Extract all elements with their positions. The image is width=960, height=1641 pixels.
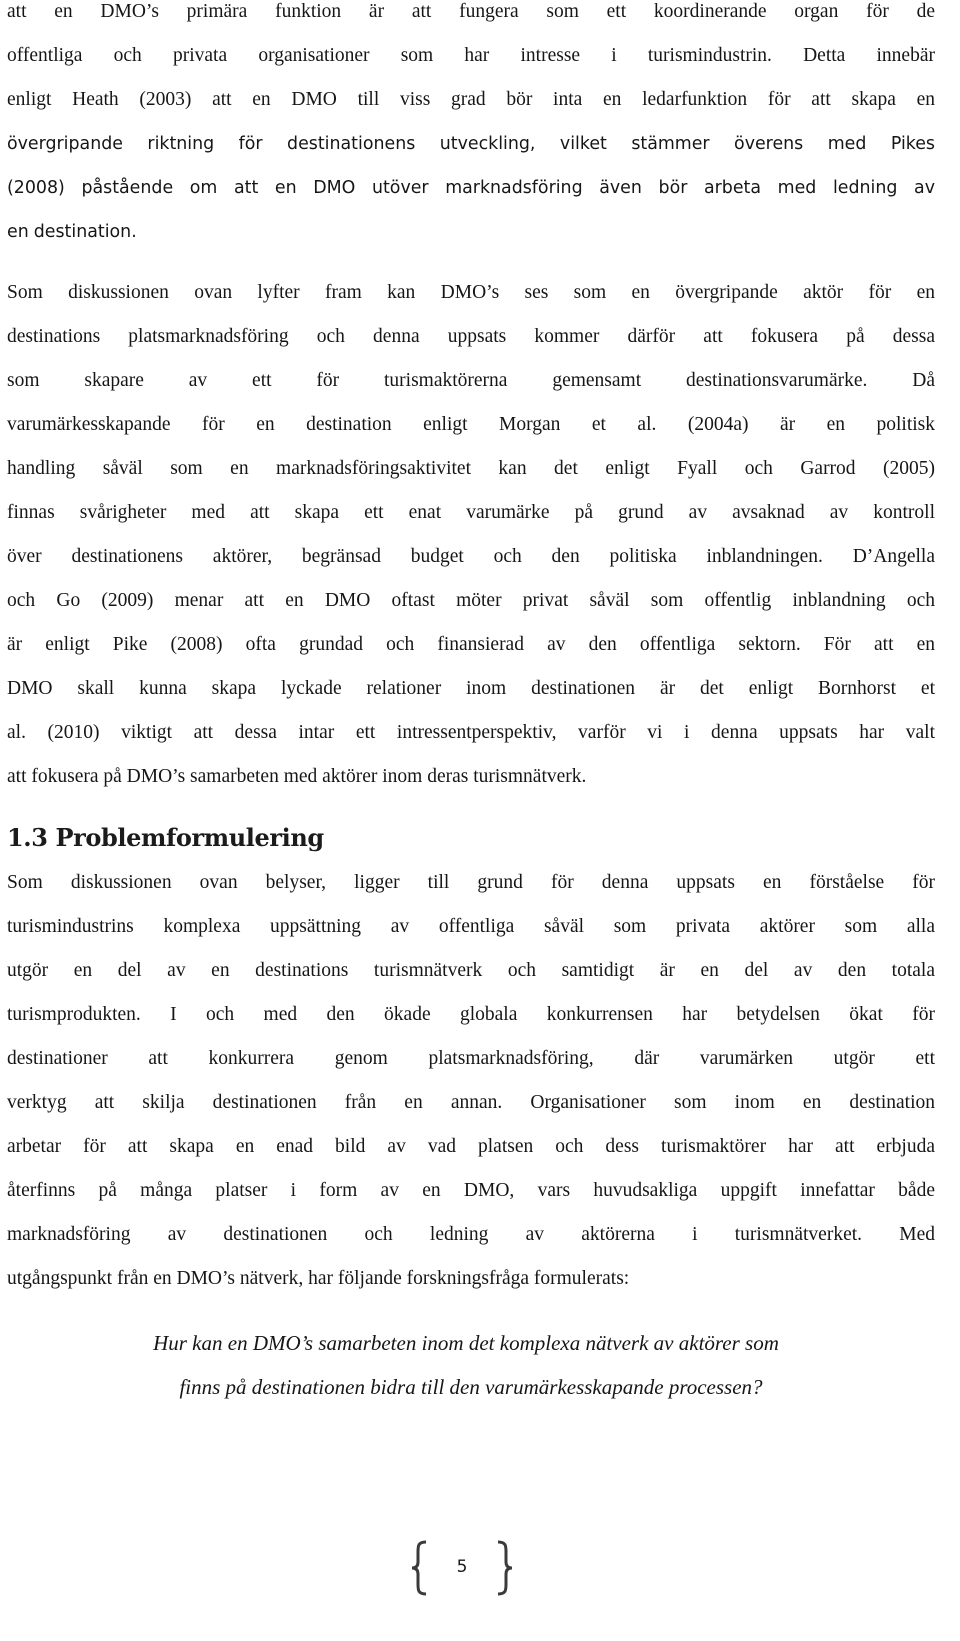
page-footer (412, 1540, 512, 1596)
text-line: som skapare av ett för turismaktörerna gemensamt destinationsvarumärke. Då (7, 370, 935, 391)
research-question-line-1: Hur kan en DMO’s samarbeten inom det komplexa nätverk av aktörer som (153, 1331, 779, 1355)
text-line: verktyg att skilja destinationen från en annan. Organisationer som inom en destination (7, 1092, 935, 1113)
page-number: 5 (456, 1557, 468, 1577)
text-line: (2008) påstående om att en DMO utöver marknadsföring även bör arbeta med ledning av (7, 178, 935, 198)
text-line: marknadsföring av destinationen och ledning av aktörerna i turismnätverket. Med (7, 1224, 935, 1245)
text-line: över destinationens aktörer, begränsad budget och den politiska inblandningen. D’Angella (7, 546, 935, 567)
text-line: turismindustrins komplexa uppsättning av offentliga såväl som privata aktörer som alla (7, 916, 935, 937)
text-line: destinationer att konkurrera genom platsmarknadsföring, där varumärken utgör ett (7, 1048, 935, 1069)
body-paragraph-2 (7, 271, 935, 799)
text-line: enligt Heath (2003) att en DMO till viss grad bör inta en ledarfunktion för att skapa en (7, 89, 935, 110)
text-line: al. (2010) viktigt att dessa intar ett intressentperspektiv, varför vi i denna uppsats har valt (7, 722, 935, 743)
body-paragraph-1 (7, 0, 935, 254)
text-line: arbetar för att skapa en enad bild av vad platsen och dess turismaktörer har att erbjuda (7, 1136, 935, 1157)
text-line: handling såväl som en marknadsföringsaktivitet kan det enligt Fyall och Garrod (2005) (7, 458, 935, 479)
text-line: Som diskussionen ovan lyfter fram kan DMO’s ses som en övergripande aktör för en (7, 282, 935, 303)
text-line: övergripande riktning för destinationens utveckling, vilket stämmer överens med Pikes (7, 134, 935, 154)
text-line: Som diskussionen ovan belyser, ligger till grund för denna uppsats en förståelse för (7, 872, 935, 893)
text-line: att fokusera på DMO’s samarbeten med aktörer inom deras turismnätverk. (7, 766, 587, 787)
body-paragraph-3 (7, 861, 935, 1301)
text-line: turismprodukten. I och med den ökade globala konkurrensen har betydelsen ökat för (7, 1004, 935, 1025)
text-line: att en DMO’s primära funktion är att fungera som ett koordinerande organ för de (7, 1, 935, 22)
text-line: utgångspunkt från en DMO’s nätverk, har följande forskningsfråga formulerats: (7, 1268, 630, 1289)
text-line: och Go (2009) menar att en DMO oftast möter privat såväl som offentlig inblandning och (7, 590, 935, 611)
research-question-line-2: finns på destinationen bidra till den varumärkesskapande processen? (179, 1375, 763, 1399)
section-heading: 1.3 Problemformulering (7, 823, 324, 852)
text-line: återfinns på många platser i form av en DMO, vars huvudsakliga uppgift innefattar både (7, 1180, 935, 1201)
text-line: utgör en del av en destinations turismnätverk och samtidigt är en del av den totala (7, 960, 935, 981)
text-line: är enligt Pike (2008) ofta grundad och finansierad av den offentliga sektorn. För att en (7, 634, 935, 655)
text-line: offentliga och privata organisationer som har intresse i turismindustrin. Detta innebär (7, 45, 935, 66)
text-line: finnas svårigheter med att skapa ett enat varumärke på grund av avsaknad av kontroll (7, 502, 935, 523)
text-line: DMO skall kunna skapa lyckade relationer inom destinationen är det enligt Bornhorst et (7, 678, 935, 699)
text-line: en destination. (7, 222, 137, 242)
text-line: varumärkesskapande för en destination enligt Morgan et al. (2004a) är en politisk (7, 414, 935, 435)
text-line: destinations platsmarknadsföring och denna uppsats kommer därför att fokusera på dessa (7, 326, 935, 347)
